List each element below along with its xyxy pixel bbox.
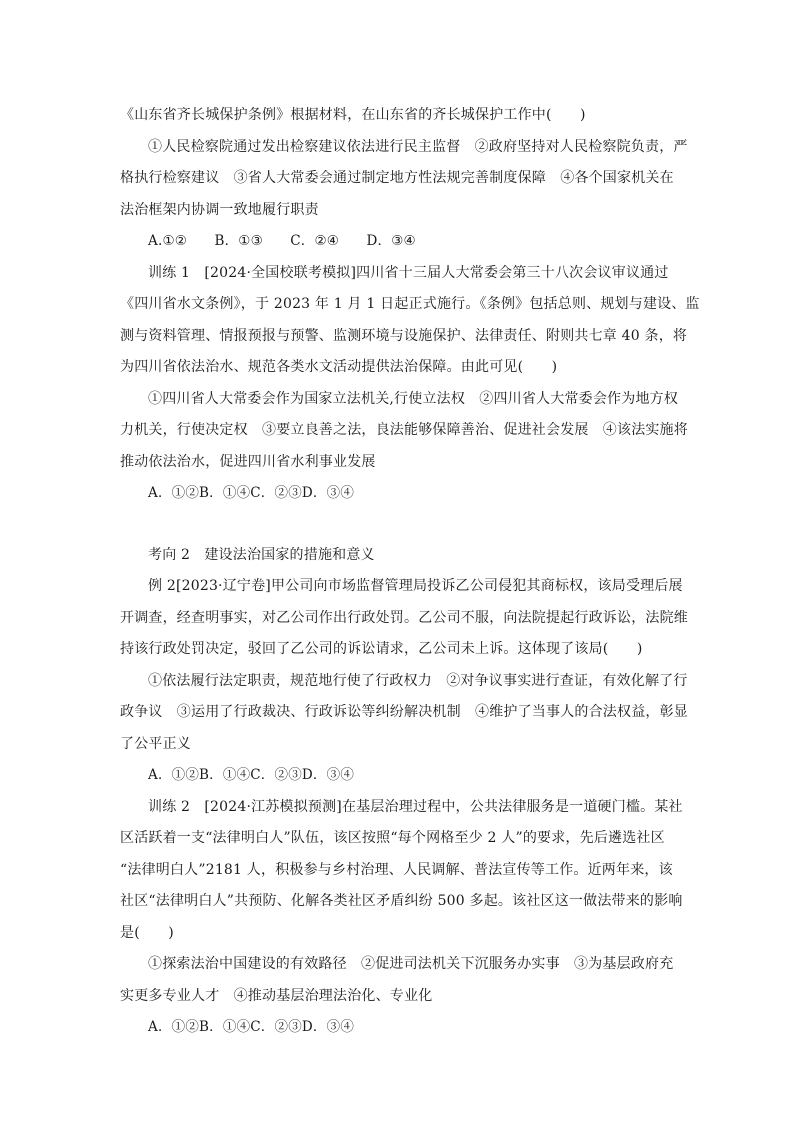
training-1 xyxy=(120,258,700,510)
question-stem: 开调查，经查明事实，对乙公司作出行政处罚。乙公司不服，向法院提起行政诉讼，法院维 xyxy=(120,609,688,626)
question-stem: 训练 1 [2024·全国校联考模拟]四川省十三届人大常委会第三十八次会议审议通过 xyxy=(148,264,669,281)
question-stem: 社区“法律明白人”共预防、化解各类社区矛盾纠纷 500 多起。该社区这一做法带来的影响 xyxy=(120,893,683,909)
example-2 xyxy=(120,571,688,792)
question-stem: 测与资料管理、情报预报与预警、监测环境与设施保护、法律责任、附则共七章 40 条，将 xyxy=(120,327,688,344)
question-stem: 例 2[2023·辽宁卷]甲公司向市场监督管理局投诉乙公司侵犯其商标权，该局受理后展 xyxy=(148,578,683,594)
question-stem: 《四川省水文条例》，于 2023 年 1 月 1 日起正式施行。《条例》包括总则、规划与建设、监 xyxy=(120,296,700,312)
statement-line: ①依法履行法定职责，规范地行使了行政权力 ②对争议事实进行查证，有效化解了行 xyxy=(148,672,688,689)
answer-options: A．①②B．①④C．②③D．③④ xyxy=(148,767,355,783)
question-1 xyxy=(120,100,688,258)
statement-line: 政争议 ③运用了行政裁决、行政诉讼等纠纷解决机制 ④维护了当事人的合法权益，彰显 xyxy=(120,704,688,720)
statement-line: 了公平正义 xyxy=(120,735,191,752)
section-spacer xyxy=(120,510,680,540)
answer-options: A.①② B．①③ C．②④ D．③④ xyxy=(148,233,416,249)
question-stem: 持该行政处罚决定，驳回了乙公司的诉讼请求，乙公司未上诉。这体现了该局( ) xyxy=(120,641,643,657)
statement-line: 力机关，行使决定权 ③要立良善之法，良法能够保障善治、促进社会发展 ④该法实施将 xyxy=(120,422,688,438)
statement-line: ①人民检察院通过发出检察建议依法进行民主监督 ②政府坚持对人民检察院负责，严 xyxy=(148,138,688,155)
statement-line: 格执行检察建议 ③省人大常委会通过制定地方性法规完善制度保障 ④各个国家机关在 xyxy=(120,170,674,186)
question-stem: 《山东省齐长城保护条例》根据材料，在山东省的齐长城保护工作中( ) xyxy=(120,107,586,123)
question-stem: 区活跃着一支“法律明白人”队伍，该区按照“每个网格至少 2 人”的要求，先后遴选社区 xyxy=(120,830,665,846)
statement-line: ①探索法治中国建设的有效路径 ②促进司法机关下沉服务办实事 ③为基层政府充 xyxy=(148,956,674,972)
statement-line: ①四川省人大常委会作为国家立法机关,行使立法权 ②四川省人大常委会作为地方权 xyxy=(148,390,679,407)
statement-line: 法治框架内协调一致地履行职责 xyxy=(120,201,319,218)
section-title: 考向 2 建设法治国家的措施和意义 xyxy=(148,546,375,563)
question-stem: 为四川省依法治水、规范各类水文活动提供法治保障。由此可见( ) xyxy=(120,359,558,375)
statement-line: 实更多专业人才 ④推动基层治理法治化、专业化 xyxy=(120,987,433,1004)
training-2 xyxy=(120,792,683,1044)
document-content xyxy=(120,100,700,1044)
answer-options: A．①②B．①④C．②③D．③④ xyxy=(148,1019,355,1035)
statement-line: 推动依法治水，促进四川省水利事业发展 xyxy=(120,453,376,470)
question-stem: 是( ) xyxy=(120,924,174,941)
answer-options: A．①②B．①④C．②③D．③④ xyxy=(148,485,355,501)
question-stem: “法律明白人”2181 人，积极参与乡村治理、人民调解、普法宣传等工作。近两年来，该 xyxy=(120,861,673,878)
question-stem: 训练 2 [2024·江苏模拟预测]在基层治理过程中，公共法律服务是一道硬门槛。某社 xyxy=(148,798,683,815)
